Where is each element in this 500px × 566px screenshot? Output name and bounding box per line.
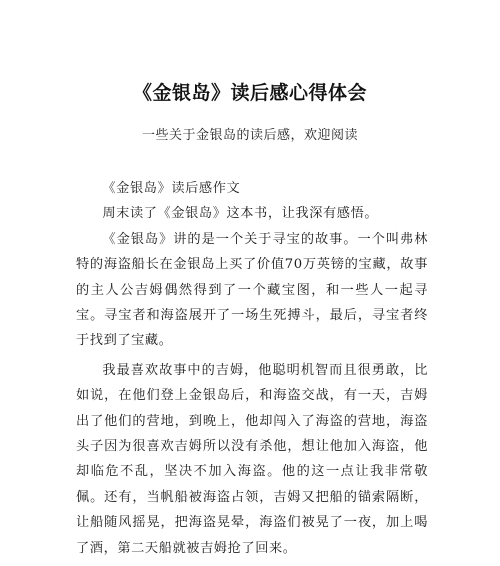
paragraph-intro: 周末读了《金银岛》这本书，让我深有感悟。	[102, 206, 379, 222]
paragraph-jim: 我最喜欢故事中的吉姆，他聪明机智而且很勇敢，比如说，在他们登上金银岛后，和海盗交战，有一天，吉姆出了他们的营地，到晚上，他却闯入了海盗的营地，海盗头子因为很喜欢吉姆所以没有杀他，想让他加入海盗，他却临危不乱，坚决不加入海盗。他的这一点让我非常敬佩。还有，当帆船被海盗占领，吉姆又把船的锚索隔断，让船随风摇晃，把海盗晃晕，海盗们被晃了一夜，加上喝了酒，第二天船就被吉姆抢了回来。	[76, 362, 428, 556]
paragraph-summary: 《金银岛》讲的是一个关于寻宝的故事。一个叫弗林特的海盗船长在金银岛上买了价值70万英镑的宝藏，故事的主人公吉姆偶然得到了一个藏宝图，和一些人一起寻宝。寻宝者和海盗展开了一场生死搏斗，最后，寻宝者终于找到了宝藏。	[76, 231, 428, 349]
page-subtitle: 一些关于金银岛的读后感，欢迎阅读	[141, 128, 358, 143]
paragraph-heading: 《金银岛》读后感作文	[102, 181, 241, 196]
page-title: 《金银岛》读后感心得体会	[132, 82, 367, 104]
article-body	[76, 176, 428, 561]
